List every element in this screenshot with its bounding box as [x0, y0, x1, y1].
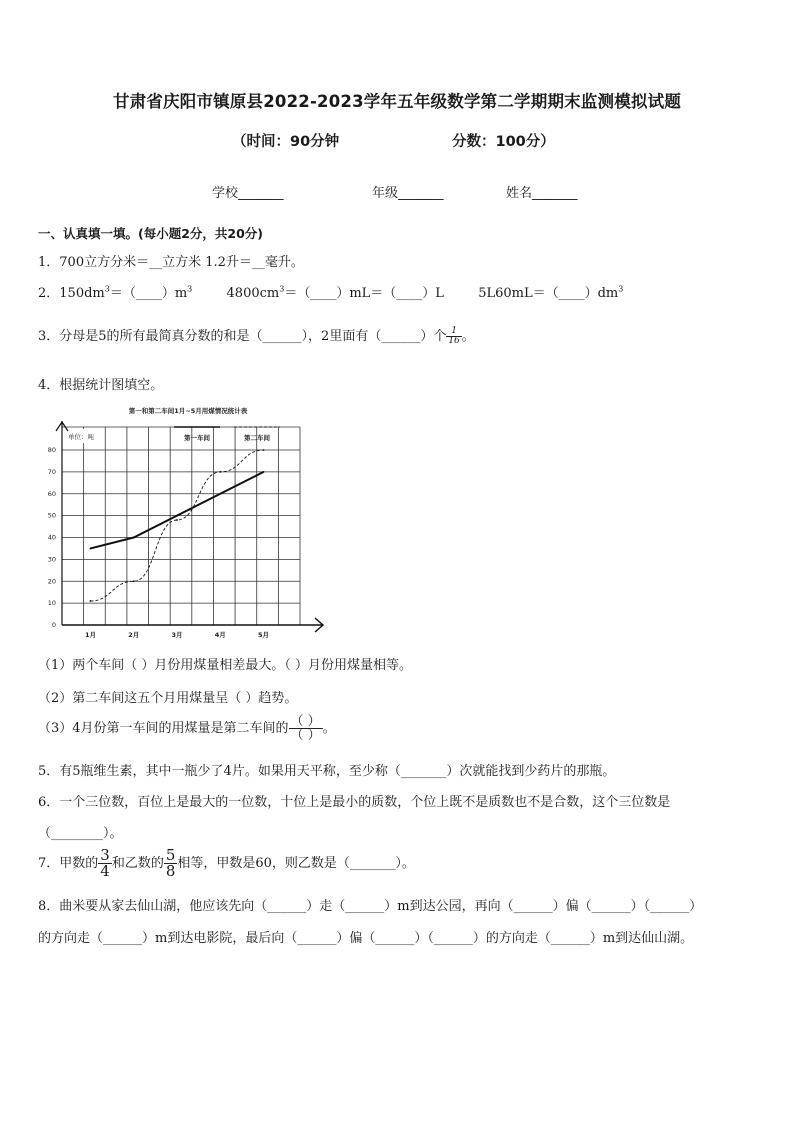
y-tick-label: 20: [47, 577, 56, 586]
q7-fraction-2: [164, 848, 178, 879]
y-tick-label: 0: [51, 621, 56, 629]
question-7: [38, 848, 415, 879]
data-point-s2: [133, 580, 135, 582]
y-tick-label: 80: [47, 446, 56, 454]
y-tick-label: 10: [47, 599, 56, 608]
y-tick-label: 70: [47, 467, 56, 476]
question-8-line-1: 8．曲米要从家去仙山湖，他应该先向（______）走（______）m到达公园，再向（______）偏（______）（______）: [38, 899, 703, 914]
q7-fraction-1: [98, 848, 112, 879]
data-point-s2: [219, 471, 221, 473]
q2-part-d: ＝（____）mL＝（____）L: [284, 286, 444, 301]
question-4-part-2: （2）第二车间这五个月用煤量呈（ ）趋势。: [38, 691, 298, 706]
q2-part-c: 4800cm: [226, 286, 280, 301]
y-tick-label: 40: [47, 533, 56, 542]
data-point-s1: [263, 471, 265, 473]
question-6-line-2: （________）。: [38, 826, 123, 841]
legend-label-1: 第一车间: [184, 434, 210, 442]
data-point-s1: [176, 515, 178, 517]
q4-3-numerator-blank[interactable]: （ ）: [290, 714, 321, 729]
coal-usage-line-chart: [38, 400, 338, 640]
legend-label-2: 第二车间: [244, 434, 270, 442]
q3-end: 。: [461, 329, 475, 344]
question-3: [38, 325, 475, 346]
x-tick-label: 1月: [84, 631, 96, 639]
q4-3-end: 。: [322, 721, 336, 736]
q7-f1-denominator: 4: [100, 862, 110, 880]
q2-part-b: ＝（____）m: [109, 286, 188, 301]
q7-text-a: 7．甲数的: [38, 856, 99, 871]
unit-label: 单位：吨: [68, 433, 94, 441]
q2-part-a: 2．150dm: [38, 286, 105, 301]
q3-fraction-denominator: 16: [448, 336, 460, 346]
q3-text: 3．分母是5的所有最简真分数的和是（______），2里面有（______）个: [38, 329, 447, 344]
q2-part-e: 5L60mL＝（____）dm: [478, 286, 619, 301]
question-4-stem: 4．根据统计图填空。: [38, 378, 164, 393]
q4-3-text: （3）4月份第一车间的用煤量是第二车间的: [38, 721, 289, 736]
q4-3-denominator-blank[interactable]: （ ）: [290, 728, 321, 743]
exam-score: 分数：100分）: [452, 134, 555, 150]
question-4-part-3: [38, 715, 336, 742]
x-tick-label: 4月: [214, 631, 226, 639]
series-line-2: [90, 450, 263, 601]
x-tick-label: 5月: [258, 631, 270, 639]
x-tick-label: 2月: [128, 631, 140, 639]
y-tick-label: 60: [47, 489, 56, 498]
data-point-s2: [90, 600, 92, 602]
q3-fraction: [446, 327, 461, 346]
q7-text-c: 相等，甲数是60，则乙数是（_______）。: [177, 856, 415, 871]
grade-field[interactable]: 年级_______: [372, 186, 444, 201]
y-tick-label: 50: [47, 511, 56, 520]
q7-text-b: 和乙数的: [111, 856, 164, 871]
page-title: 甘肃省庆阳市镇原县2022-2023学年五年级数学第二学期期末监测模拟试题: [112, 92, 682, 111]
exam-time: （时间：90分钟: [232, 134, 340, 150]
data-point-s2: [263, 449, 265, 451]
school-field[interactable]: 学校_______: [212, 186, 284, 201]
question-6-line-1: 6．一个三位数，百位上是最大的一位数，十位上是最小的质数，个位上既不是质数也不是合数，这个三位数是: [38, 795, 671, 810]
y-tick-label: 30: [47, 555, 56, 564]
data-point-s2: [176, 519, 178, 521]
q3-fraction-numerator: 1: [446, 327, 461, 337]
q4-3-fraction: [289, 715, 323, 742]
question-5: 5．有5瓶维生素，其中一瓶少了4片。如果用天平称，至少称（_______）次就能找到少药片的那瓶。: [38, 764, 616, 779]
series-line-1: [90, 472, 263, 549]
q7-f2-numerator: 5: [165, 846, 176, 864]
question-4-part-1: （1）两个车间（ ）月份用煤量相差最大。（ ）月份用煤量相等。: [38, 658, 413, 673]
question-1: 1．700立方分米＝__立方米 1.2升＝__毫升。: [38, 255, 304, 270]
q7-f1-numerator: 3: [100, 846, 110, 864]
section-heading: 一、认真填一填。(每小题2分，共20分): [38, 226, 264, 241]
q7-f2-denominator: 8: [165, 862, 176, 880]
chart-title: 第一和第二车间1月~5月用煤情况统计表: [128, 407, 248, 415]
name-field[interactable]: 姓名_______: [506, 186, 578, 201]
question-2: 2．$150dm^3=(\_\_\_\_)m^3$ $4800cm^3=(\_\_\_\_)mL=(\_\_\_\_)L$ $5L60mL=(\_\_\_\_)dm^3$: [38, 284, 624, 301]
data-point-s1: [133, 537, 135, 539]
data-point-s1: [90, 548, 92, 550]
x-tick-label: 3月: [171, 631, 183, 639]
data-point-s1: [219, 493, 221, 495]
question-8-line-2: 的方向走（______）m到达电影院，最后向（______）偏（______）（______）的方向走（______）m到达仙山湖。: [38, 931, 694, 946]
